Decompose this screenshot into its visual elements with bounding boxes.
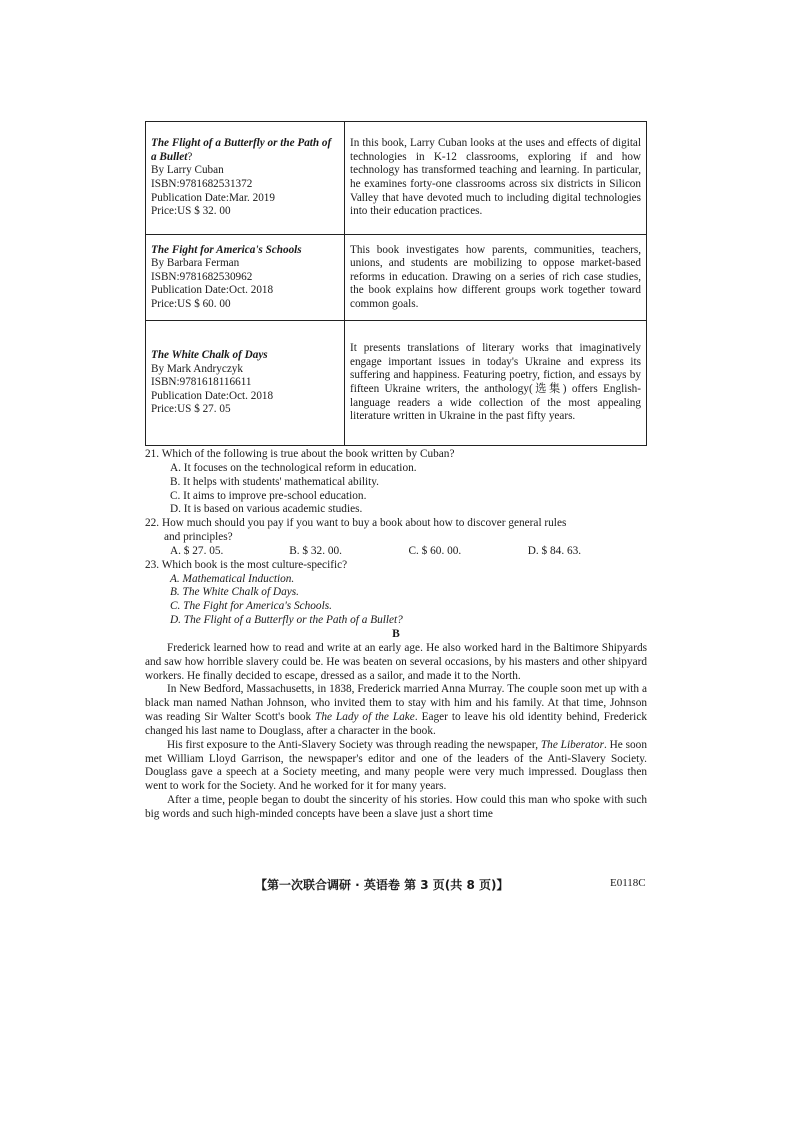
option-d: D. The Flight of a Butterfly or the Path of a Bullet?: [170, 614, 403, 627]
question-stem-continued: and principles?: [164, 531, 233, 544]
book-author: By Larry Cuban: [151, 164, 224, 177]
book-table: [145, 121, 647, 446]
question-21: [145, 448, 647, 517]
book-row: [146, 321, 647, 446]
option-c: C. $ 60. 00.: [408, 544, 462, 557]
book-isbn: ISBN:9781682531372: [151, 178, 253, 190]
paragraph: In New Bedford, Massachusetts, in 1838, Frederick married Anna Murray. The couple soon met up with a black man named Nathan Johnson, who invited them to stay with him and his family. At that time, Johnson was reading Sir Walter Scott's book The Lady of the Lake. Eager to leave his old identity behind, Frederick changed his last name to Douglass, after a character in the book.: [145, 683, 647, 737]
newspaper-name-italic: The Liberator: [540, 738, 604, 751]
book-row: [146, 122, 647, 235]
question-stem: 22. How much should you pay if you want to buy a book about how to discover general rules: [145, 517, 567, 530]
paragraph: His first exposure to the Anti-Slavery Society was through reading the newspaper, The Liberator. He soon met William Lloyd Garrison, the newspaper's editor and one of the leaders of the Anti-Slavery Society. Douglass gave a speech at a Society meeting, and many people were very much impressed. Douglass then went to work for the Society. And he worked for it for many years.: [145, 738, 647, 793]
exam-code: E0118C: [610, 877, 646, 889]
book-name-italic: The Lady of the Lake: [315, 711, 415, 724]
option-a: A. $ 27. 05.: [170, 544, 224, 557]
option-a: A. Mathematical Induction.: [170, 572, 295, 585]
book-description: In this book, Larry Cuban looks at the uses and effects of digital technologies in K-12 classrooms, exploring if and how technology has transformed teaching and learning. In particular, he examines forty-one classrooms across six districts in Silicon Valley that have devoted much to including digital technologies into their education practices.: [345, 122, 647, 235]
book-meta: The Flight of a Butterfly or the Path of a Bullet? By Larry Cuban ISBN:9781682531372 Publication Date:Mar. 2019 Price:US $ 32. 00: [146, 122, 345, 235]
book-price: Price:US $ 60. 00: [151, 297, 231, 310]
book-isbn: ISBN:9781682530962: [151, 270, 253, 283]
book-date: Publication Date:Mar. 2019: [151, 191, 275, 204]
reading-passage: [145, 642, 647, 822]
option-b: B. It helps with students' mathematical ability.: [170, 475, 380, 488]
book-meta: [146, 321, 345, 446]
book-description: This book investigates how parents, communities, teachers, unions, and students are mobilizing to oppose market-based reforms in education. Drawing on a series of rich case studies, the book explains how different groups work together toward common goals.: [345, 235, 647, 321]
book-title: The Fight for America's Schools: [151, 243, 302, 256]
book-title: The Flight of a Butterfly or the Path of a Bullet: [151, 137, 332, 163]
book-date: Publication Date:Oct. 2018: [151, 284, 274, 297]
book-author: By Mark Andryczyk: [151, 362, 243, 375]
paragraph: Frederick learned how to read and write at an early age. He also worked hard in the Baltimore Shipyards and saw how horrible slavery could be. He was beaten on several occasions, by his masters and other shipyard workers. He finally decided to escape, dressed as a sailor, and made it to the North.: [145, 641, 647, 682]
book-author: By Barbara Ferman: [151, 257, 240, 270]
question-stem: 23. Which book is the most culture-specific?: [145, 558, 348, 571]
option-d: D. It is based on various academic studies.: [170, 503, 363, 516]
book-meta: [146, 235, 345, 321]
question-stem: 21. Which of the following is true about the book written by Cuban?: [145, 448, 455, 460]
book-title: The White Chalk of Days: [151, 349, 268, 362]
option-a: A. It focuses on the technological reform in education.: [170, 461, 417, 474]
book-date: Publication Date:Oct. 2018: [151, 389, 274, 402]
section-b-heading: B: [392, 627, 400, 640]
option-c: C. The Fight for America's Schools.: [170, 600, 332, 613]
book-isbn: ISBN:9781618116611: [151, 376, 252, 389]
questions-and-passage: [145, 448, 647, 822]
book-price: Price:US $ 27. 05: [151, 403, 231, 416]
paragraph: After a time, people began to doubt the sincerity of his stories. How could this man who spoke with such big words and such high-minded concepts have been a slave just a short time: [145, 794, 647, 820]
options-row: [145, 545, 647, 559]
book-description: It presents translations of literary works that imaginatively engage important issues in today's Ukraine and express its suffering and happiness. Featuring poetry, fiction, and essays by fifteen Ukraine writers, the anthology(选集) offers English-language readers a wide collection of the most appealing literature written in Ukraine in the past fifty years.: [345, 321, 647, 446]
option-b: B. The White Chalk of Days.: [170, 586, 299, 599]
page-footer: 【第一次联合调研 · 英语卷 第 3 页(共 8 页)】: [255, 878, 509, 892]
option-d: D. $ 84. 63.: [527, 544, 582, 557]
question-22: [145, 517, 647, 559]
option-b: B. $ 32. 00.: [289, 544, 342, 557]
book-row: [146, 235, 647, 321]
option-c: C. It aims to improve pre-school education.: [170, 489, 367, 502]
book-price: Price:US $ 32. 00: [151, 205, 231, 218]
question-23: [145, 559, 647, 628]
